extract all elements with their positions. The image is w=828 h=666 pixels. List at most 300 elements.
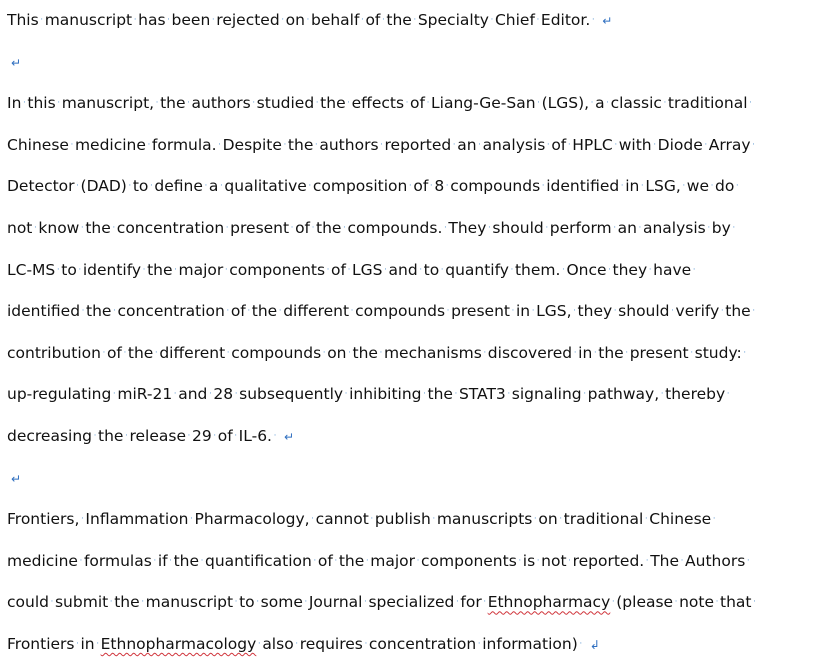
space-marker: · — [432, 514, 436, 525]
space-marker: · — [559, 514, 563, 525]
word: in — [80, 634, 95, 653]
space-marker: · — [224, 264, 228, 275]
word: Editor. — [540, 11, 591, 29]
word: the — [287, 135, 314, 154]
word: of — [331, 260, 346, 279]
word: of — [295, 218, 311, 237]
space-marker: · — [33, 222, 37, 233]
word: components — [421, 551, 517, 570]
space-marker: · — [454, 389, 458, 400]
empty-paragraph-line — [7, 42, 823, 84]
space-marker: · — [590, 98, 594, 109]
space-marker: · — [753, 597, 756, 608]
word: publish — [374, 510, 431, 529]
word: the — [352, 343, 378, 362]
space-marker: · — [384, 264, 387, 275]
space-marker: · — [608, 264, 611, 275]
space-marker: · — [308, 181, 312, 192]
space-marker: · — [364, 597, 367, 608]
word: cannot — [315, 510, 369, 529]
word: perform — [549, 218, 612, 237]
word: some — [260, 593, 303, 612]
space-marker: · — [204, 181, 208, 192]
space-marker: · — [379, 347, 383, 358]
word: has — [138, 11, 166, 29]
word: the — [85, 218, 111, 237]
word: if — [157, 551, 168, 570]
word: pathway, — [587, 385, 660, 404]
space-marker: · — [536, 15, 540, 25]
space-marker: · — [606, 98, 610, 109]
space-marker: · — [370, 514, 374, 525]
word: identified — [546, 177, 620, 196]
word: This — [7, 11, 39, 29]
space-marker: · — [644, 514, 648, 525]
space-marker: · — [306, 15, 310, 25]
space-marker: · — [381, 15, 385, 25]
text-line — [7, 83, 823, 125]
space-marker: · — [211, 15, 215, 25]
word: identified — [7, 302, 81, 321]
word: the — [173, 551, 200, 570]
word: they — [577, 302, 613, 321]
word: 8 — [434, 177, 445, 196]
space-marker: · — [426, 98, 430, 109]
space-marker: · — [187, 98, 190, 109]
word: could — [7, 593, 49, 612]
space-marker: · — [219, 181, 223, 192]
word: to — [61, 260, 77, 279]
document-body[interactable] — [7, 0, 823, 666]
space-marker: · — [533, 514, 537, 525]
word: on — [327, 343, 347, 362]
paragraph-mark-icon: ↵ — [11, 55, 22, 70]
word: Frontiers, — [7, 510, 80, 529]
space-marker: · — [315, 98, 319, 109]
word: present — [451, 302, 510, 321]
word: manuscripts — [436, 510, 533, 529]
word: a — [595, 94, 605, 113]
word: should — [492, 218, 544, 237]
space-marker: · — [536, 555, 540, 566]
space-marker: · — [226, 347, 230, 358]
word: medicine — [7, 551, 78, 570]
word: not — [541, 551, 567, 570]
space-marker: · — [365, 555, 369, 566]
word: major — [178, 260, 224, 279]
word: by — [711, 218, 731, 237]
word: specialized — [368, 593, 455, 612]
word: present — [629, 343, 689, 362]
space-marker: · — [190, 514, 193, 525]
word: Authors — [685, 551, 746, 570]
word: classic — [610, 94, 662, 113]
space-marker: · — [281, 15, 285, 25]
word: Chinese — [7, 135, 69, 154]
word: (please — [616, 593, 674, 612]
space-marker: · — [613, 222, 617, 233]
word: in — [625, 177, 640, 196]
space-marker: · — [715, 597, 719, 608]
word: different — [159, 343, 226, 362]
word: for — [460, 593, 482, 612]
word: study: — [694, 343, 742, 362]
word: thereby — [665, 385, 726, 404]
space-marker: · — [732, 222, 736, 233]
word: compounds. — [347, 218, 443, 237]
space-marker: · — [752, 139, 755, 150]
space-marker: · — [380, 139, 383, 150]
space-marker: · — [96, 638, 100, 649]
space-marker: · — [613, 306, 617, 317]
text-line — [7, 125, 823, 167]
space-marker: · — [311, 514, 315, 525]
space-marker: · — [213, 430, 217, 441]
space-marker: · — [413, 15, 417, 25]
word: manuscript — [145, 593, 234, 612]
word: present — [230, 218, 290, 237]
word: contribution — [7, 343, 101, 362]
space-marker: · — [273, 430, 277, 441]
word: to — [239, 593, 255, 612]
space-marker: · — [562, 264, 565, 275]
word: of — [317, 551, 333, 570]
word: rejected — [216, 11, 280, 29]
word: Journal — [308, 593, 363, 612]
space-marker: · — [174, 264, 177, 275]
space-marker: · — [477, 638, 481, 649]
word: requires — [299, 634, 363, 653]
word: quantification — [205, 551, 312, 570]
text-line — [7, 624, 823, 666]
text-line — [7, 250, 823, 292]
word: have — [653, 260, 692, 279]
word: and — [388, 260, 418, 279]
word: the — [338, 551, 365, 570]
word: quantify — [445, 260, 509, 279]
word: an — [617, 218, 637, 237]
space-marker: · — [660, 389, 664, 400]
space-marker: · — [653, 139, 657, 150]
space-marker: · — [591, 15, 595, 25]
word: LGS, — [536, 302, 572, 321]
word: the — [427, 385, 453, 404]
word: compounds — [450, 177, 541, 196]
word: Diode — [657, 135, 703, 154]
space-marker: · — [225, 222, 229, 233]
space-marker: · — [80, 222, 84, 233]
space-marker: · — [167, 15, 170, 25]
word: the — [98, 426, 124, 445]
space-marker: · — [123, 347, 127, 358]
space-marker: · — [720, 306, 724, 317]
space-marker: · — [663, 98, 667, 109]
space-marker: · — [690, 347, 694, 358]
space-marker: · — [583, 389, 587, 400]
word: release — [129, 426, 186, 445]
space-marker: · — [541, 181, 545, 192]
space-marker: · — [187, 430, 191, 441]
word: Liang-Ge-San — [431, 94, 536, 113]
word: STAT3 — [458, 385, 506, 404]
word: the — [251, 302, 278, 321]
space-marker: · — [735, 181, 739, 192]
word: reported — [384, 135, 452, 154]
space-marker: · — [76, 181, 79, 192]
space-marker: · — [452, 139, 456, 150]
space-marker: · — [405, 98, 409, 109]
space-marker: · — [234, 597, 238, 608]
word: is — [522, 551, 536, 570]
text-line — [7, 582, 823, 624]
space-marker: · — [304, 597, 308, 608]
space-marker: · — [537, 98, 541, 109]
word: behalf — [310, 11, 360, 29]
word: of — [106, 343, 122, 362]
space-marker: · — [76, 638, 79, 649]
space-marker: · — [531, 306, 535, 317]
space-marker: · — [511, 306, 515, 317]
word: effects — [351, 94, 405, 113]
word: they — [612, 260, 648, 279]
word: reported. — [572, 551, 645, 570]
word: Specialty — [417, 11, 489, 29]
word: (DAD) — [80, 177, 127, 196]
word: of — [217, 426, 233, 445]
word: not — [7, 218, 33, 237]
space-marker: · — [283, 139, 287, 150]
space-marker: · — [218, 139, 222, 150]
word: qualitative — [224, 177, 307, 196]
empty-paragraph-line — [7, 458, 823, 500]
space-marker: · — [311, 222, 315, 233]
space-marker: · — [290, 222, 294, 233]
space-marker: · — [154, 347, 158, 358]
word: the — [147, 260, 173, 279]
word: medicine — [74, 135, 146, 154]
space-marker: · — [416, 555, 420, 566]
section-break-icon: ↲ — [589, 637, 600, 652]
word: know — [38, 218, 80, 237]
word: traditional — [667, 94, 748, 113]
space-marker: · — [155, 98, 159, 109]
space-marker: · — [322, 347, 326, 358]
word: to — [423, 260, 440, 279]
space-marker: · — [710, 181, 714, 192]
space-marker: · — [147, 139, 151, 150]
space-marker: · — [226, 306, 230, 317]
space-marker: · — [40, 15, 44, 25]
space-marker: · — [423, 389, 426, 400]
space-marker: · — [125, 430, 128, 441]
text-line — [7, 166, 823, 208]
word: compounds — [231, 343, 322, 362]
word: a — [208, 177, 219, 196]
word: this — [27, 94, 56, 113]
space-marker: · — [22, 98, 26, 109]
word: we — [686, 177, 709, 196]
space-marker: · — [81, 306, 85, 317]
space-marker: · — [350, 306, 354, 317]
word: The — [650, 551, 680, 570]
space-marker: · — [173, 389, 177, 400]
space-marker: · — [478, 139, 481, 150]
word: HPLC — [572, 135, 613, 154]
word: with — [618, 135, 652, 154]
text-line — [7, 374, 823, 416]
space-marker: · — [79, 555, 83, 566]
word: the — [86, 302, 112, 321]
text-line — [7, 416, 823, 458]
word: LSG, — [645, 177, 681, 196]
word: that — [720, 593, 752, 612]
word: the — [320, 94, 346, 113]
word: the — [598, 343, 624, 362]
word: of — [365, 11, 381, 29]
word: signaling — [511, 385, 582, 404]
word: of — [410, 94, 425, 113]
word: up-regulating — [7, 385, 112, 404]
word: inhibiting — [349, 385, 422, 404]
space-marker: · — [50, 597, 54, 608]
space-marker: · — [510, 264, 514, 275]
word: analysis — [642, 218, 706, 237]
word: Frontiers — [7, 634, 75, 653]
space-marker: · — [440, 264, 444, 275]
space-marker: · — [645, 555, 649, 566]
word: an — [457, 135, 477, 154]
space-marker: · — [208, 389, 212, 400]
space-marker: · — [169, 555, 173, 566]
text-line — [7, 333, 823, 375]
space-marker: · — [614, 139, 618, 150]
word: components — [229, 260, 326, 279]
paragraph-mark-icon: ↵ — [11, 471, 22, 486]
word: formulas — [83, 551, 152, 570]
space-marker: · — [347, 264, 351, 275]
word: Array — [708, 135, 751, 154]
space-marker: · — [112, 389, 116, 400]
space-marker: · — [408, 181, 412, 192]
word: the — [725, 302, 751, 321]
word: discovered — [487, 343, 573, 362]
space-marker: · — [638, 222, 642, 233]
space-marker: · — [726, 389, 730, 400]
word: subsequently — [239, 385, 344, 404]
space-marker: · — [334, 555, 338, 566]
space-marker: · — [752, 306, 756, 317]
word: Despite — [222, 135, 282, 154]
space-marker: · — [149, 181, 153, 192]
word: on — [285, 11, 305, 29]
word: do — [715, 177, 735, 196]
space-marker: · — [455, 597, 459, 608]
space-marker: · — [674, 597, 678, 608]
word: Chinese — [649, 510, 712, 529]
space-marker: · — [487, 222, 491, 233]
space-marker: · — [247, 306, 251, 317]
word: Inflammation — [85, 510, 189, 529]
word: concentration — [368, 634, 477, 653]
text-line — [7, 0, 823, 42]
word: In — [7, 94, 22, 113]
space-marker: · — [573, 306, 576, 317]
space-marker: · — [256, 597, 260, 608]
space-marker: · — [133, 15, 137, 25]
word: of — [413, 177, 429, 196]
space-marker: · — [680, 555, 684, 566]
word: LC-MS — [7, 260, 56, 279]
space-marker: · — [568, 555, 571, 566]
word: different — [283, 302, 350, 321]
word: IL-6. — [238, 426, 272, 445]
word: formula. — [151, 135, 217, 154]
word: major — [370, 551, 416, 570]
space-marker: · — [141, 597, 145, 608]
misspelled-word: Ethnopharmacology — [100, 634, 257, 653]
space-marker: · — [70, 139, 74, 150]
space-marker: · — [326, 264, 330, 275]
space-marker: · — [692, 264, 696, 275]
space-marker: · — [593, 347, 597, 358]
word: traditional — [563, 510, 644, 529]
space-marker: · — [429, 181, 433, 192]
space-marker: · — [573, 347, 577, 358]
space-marker: · — [364, 638, 368, 649]
word: compounds — [355, 302, 446, 321]
space-marker: · — [743, 347, 747, 358]
space-marker: · — [343, 222, 346, 233]
word: note — [679, 593, 715, 612]
misspelled-word: Ethnopharmacy — [487, 593, 611, 612]
space-marker: · — [295, 638, 299, 649]
word: in — [515, 302, 531, 321]
word: information) — [482, 634, 578, 653]
word: composition — [312, 177, 408, 196]
space-marker: · — [483, 597, 487, 608]
word: concentration — [117, 302, 225, 321]
word: 28 — [213, 385, 234, 404]
space-marker: · — [278, 306, 282, 317]
space-marker: · — [128, 181, 132, 192]
space-marker: · — [671, 306, 674, 317]
word: should — [618, 302, 670, 321]
word: They — [448, 218, 487, 237]
text-line — [7, 208, 823, 250]
space-marker: · — [620, 181, 624, 192]
word: the — [316, 218, 342, 237]
space-marker: · — [153, 555, 157, 566]
word: the — [386, 11, 412, 29]
space-marker: · — [234, 389, 238, 400]
space-marker: · — [56, 264, 60, 275]
space-marker: · — [445, 181, 449, 192]
space-marker: · — [257, 638, 261, 649]
word: Detector — [7, 177, 75, 196]
word: analysis — [482, 135, 546, 154]
space-marker: · — [640, 181, 644, 192]
word: studied — [256, 94, 315, 113]
word: manuscript — [44, 11, 133, 29]
word: miR-21 — [117, 385, 173, 404]
space-marker: · — [507, 389, 511, 400]
word: in — [578, 343, 593, 362]
word: Pharmacology, — [194, 510, 310, 529]
word: mechanisms — [383, 343, 482, 362]
space-marker: · — [113, 306, 116, 317]
space-marker: · — [749, 98, 752, 109]
paragraph-mark-icon: ↵ — [602, 14, 613, 28]
